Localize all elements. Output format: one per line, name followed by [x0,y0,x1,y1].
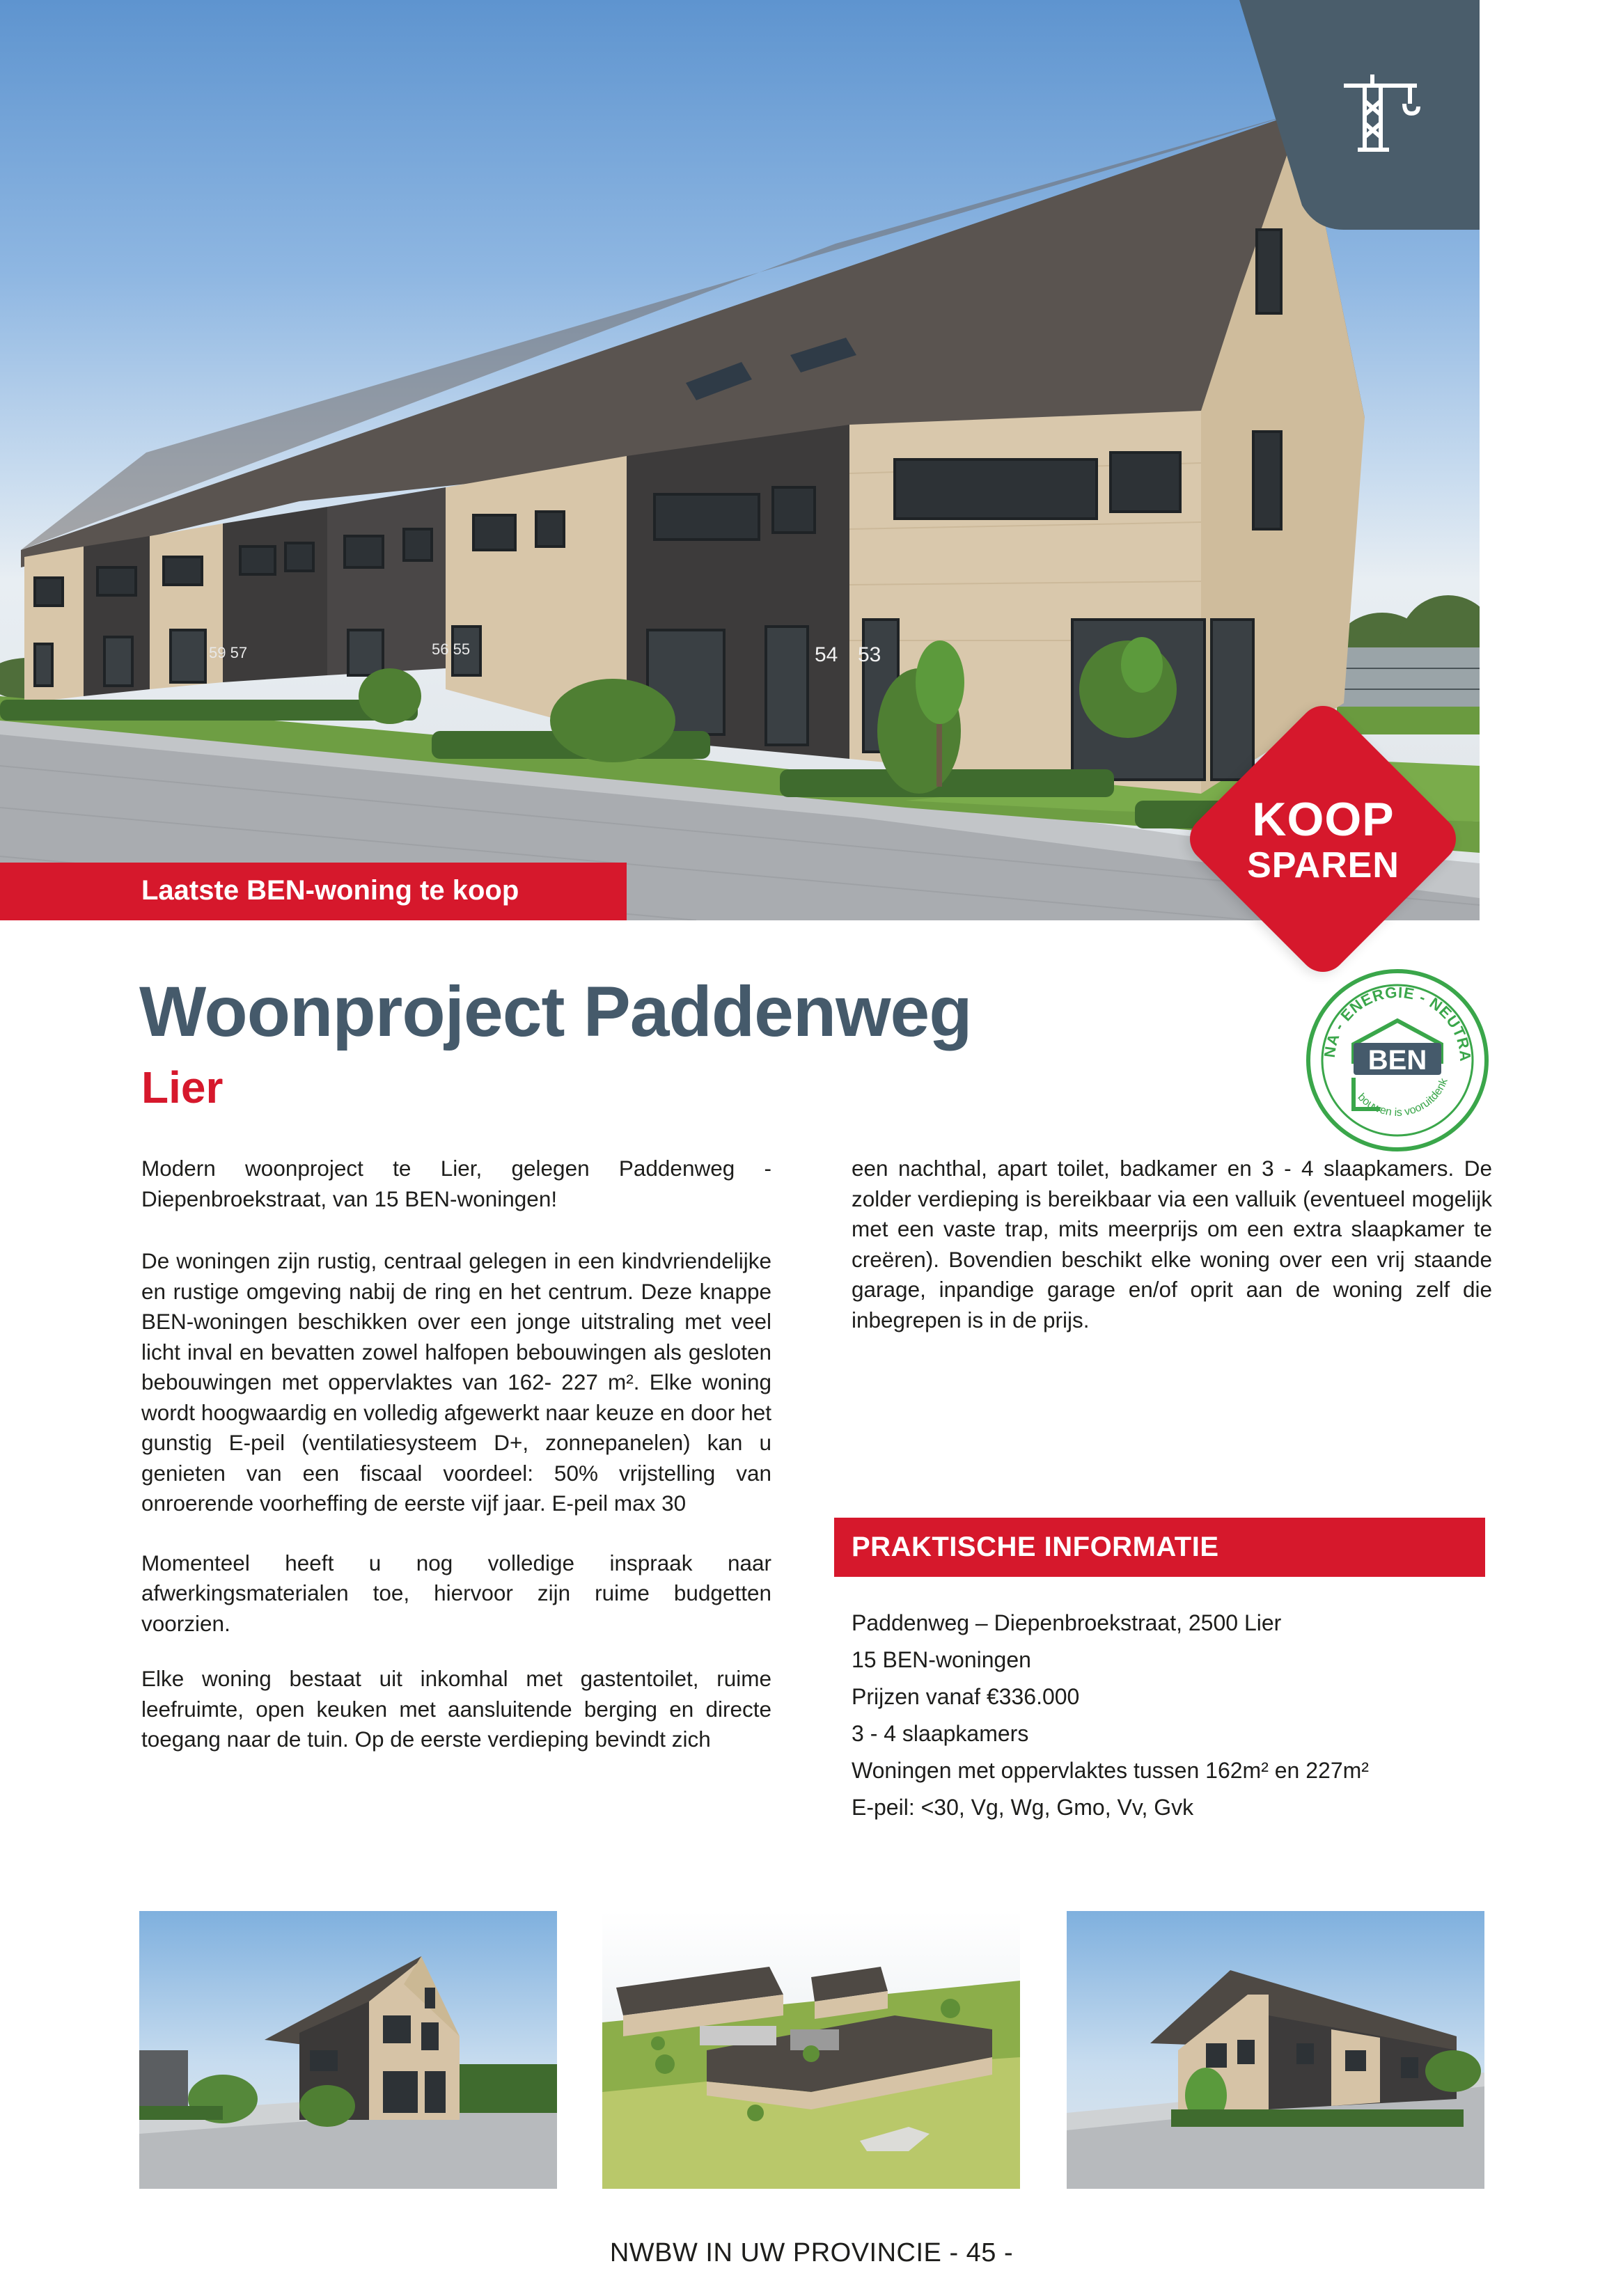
info-item-surface: Woningen met oppervlaktes tussen 162m² en 227m² [852,1758,1369,1783]
info-item-price: Prijzen vanaf €336.000 [852,1684,1080,1709]
info-item-address: Paddenweg – Diepenbroekstraat, 2500 Lier [852,1610,1282,1635]
info-item-count: 15 BEN-woningen [852,1647,1031,1672]
svg-text:56 55: 56 55 [432,640,471,658]
ben-ring-text: NA - ENERGIE - NEUTRA [1320,983,1475,1063]
info-list [852,1605,1478,1826]
page-subtitle: Lier [141,1062,224,1112]
thumbnail-street-view [139,1911,557,2189]
construction-crane-icon [1340,73,1424,157]
ben-center-text: BEN [1367,1045,1427,1076]
thumbnail-aerial-view [602,1911,1020,2189]
svg-text:59 57: 59 57 [209,644,248,661]
paragraph-layout-continued: een nachthal, apart toilet, badkamer en 3 - 4 slaapkamers. De zolder verdieping is bereikbaar via een valluik (eventueel mogelijk met een vaste trap, mits meerprijs om een extra slaapkamer te creëren). Bovendien beschikt elke woning over een vrij staande garage, inpandige garage en/of oprit aan de woning zelf die inbegrepen is in de prijs. [852,1156,1492,1332]
paragraph-customization: Momenteel heeft u nog volledige inspraak naar afwerkingsmaterialen toe, hiervoor zijn ruime budgetten voorzien. [141,1550,771,1636]
svg-text:53: 53 [858,643,881,666]
right-text-column [852,1154,1492,1367]
ribbon-text: Laatste BEN-woning te koop [141,875,519,906]
ben-label-logo [1303,966,1491,1154]
svg-text:54: 54 [815,643,838,666]
page-title: Woonproject Paddenweg [139,972,972,1051]
info-item-bedrooms: 3 - 4 slaapkamers [852,1721,1029,1746]
koop-sparen-badge [1186,702,1461,977]
page-footer: NWBW IN UW PROVINCIE - 45 - [609,2238,1014,2267]
info-section-header [834,1518,1485,1577]
info-item-epeil: E-peil: <30, Vg, Wg, Gmo, Vv, Gvk [852,1795,1194,1820]
left-text-column [141,1154,771,1787]
paragraph-description: De woningen zijn rustig, centraal gelegen in een kindvriendelijke en rustige omgeving nabij de ring en het centrum. Deze knappe BEN-woningen beschikken over een jonge uitstraling met veel licht inval en bevatten zowel halfopen bebouwingen als gesloten bebouwingen met oppervlaktes van 162- 227 m². Elke woning wordt hoogwaardig en volledig afgewerkt naar keuze en door het gunstig E-peil (ventilatiesysteem D+, zonnepanelen) kan u genieten van een fiscaal voordeel: 50% vrijstelling van onroerende voorheffing de eerste vijf jaar. E-peil max 30 [141,1248,771,1516]
badge-line-1: KOOP [1252,793,1395,846]
badge-line-2: SPAREN [1247,845,1399,886]
paragraph-intro: Modern woonproject te Lier, gelegen Paddenweg - Diepenbroekstraat, van 15 BEN-woningen! [141,1156,771,1211]
ben-tagline: bouwen is vooruitdenk [1355,1076,1450,1119]
info-header-text: PRAKTISCHE INFORMATIE [852,1532,1219,1562]
thumbnail-row-view [1067,1911,1484,2189]
paragraph-layout: Elke woning bestaat uit inkomhal met gastentoilet, ruime leefruimte, open keuken met aansluitende berging en directe toegang naar de tuin. Op de eerste verdieping bevindt zich [141,1666,771,1752]
corner-tab [1239,0,1480,230]
ribbon-banner [0,863,627,920]
